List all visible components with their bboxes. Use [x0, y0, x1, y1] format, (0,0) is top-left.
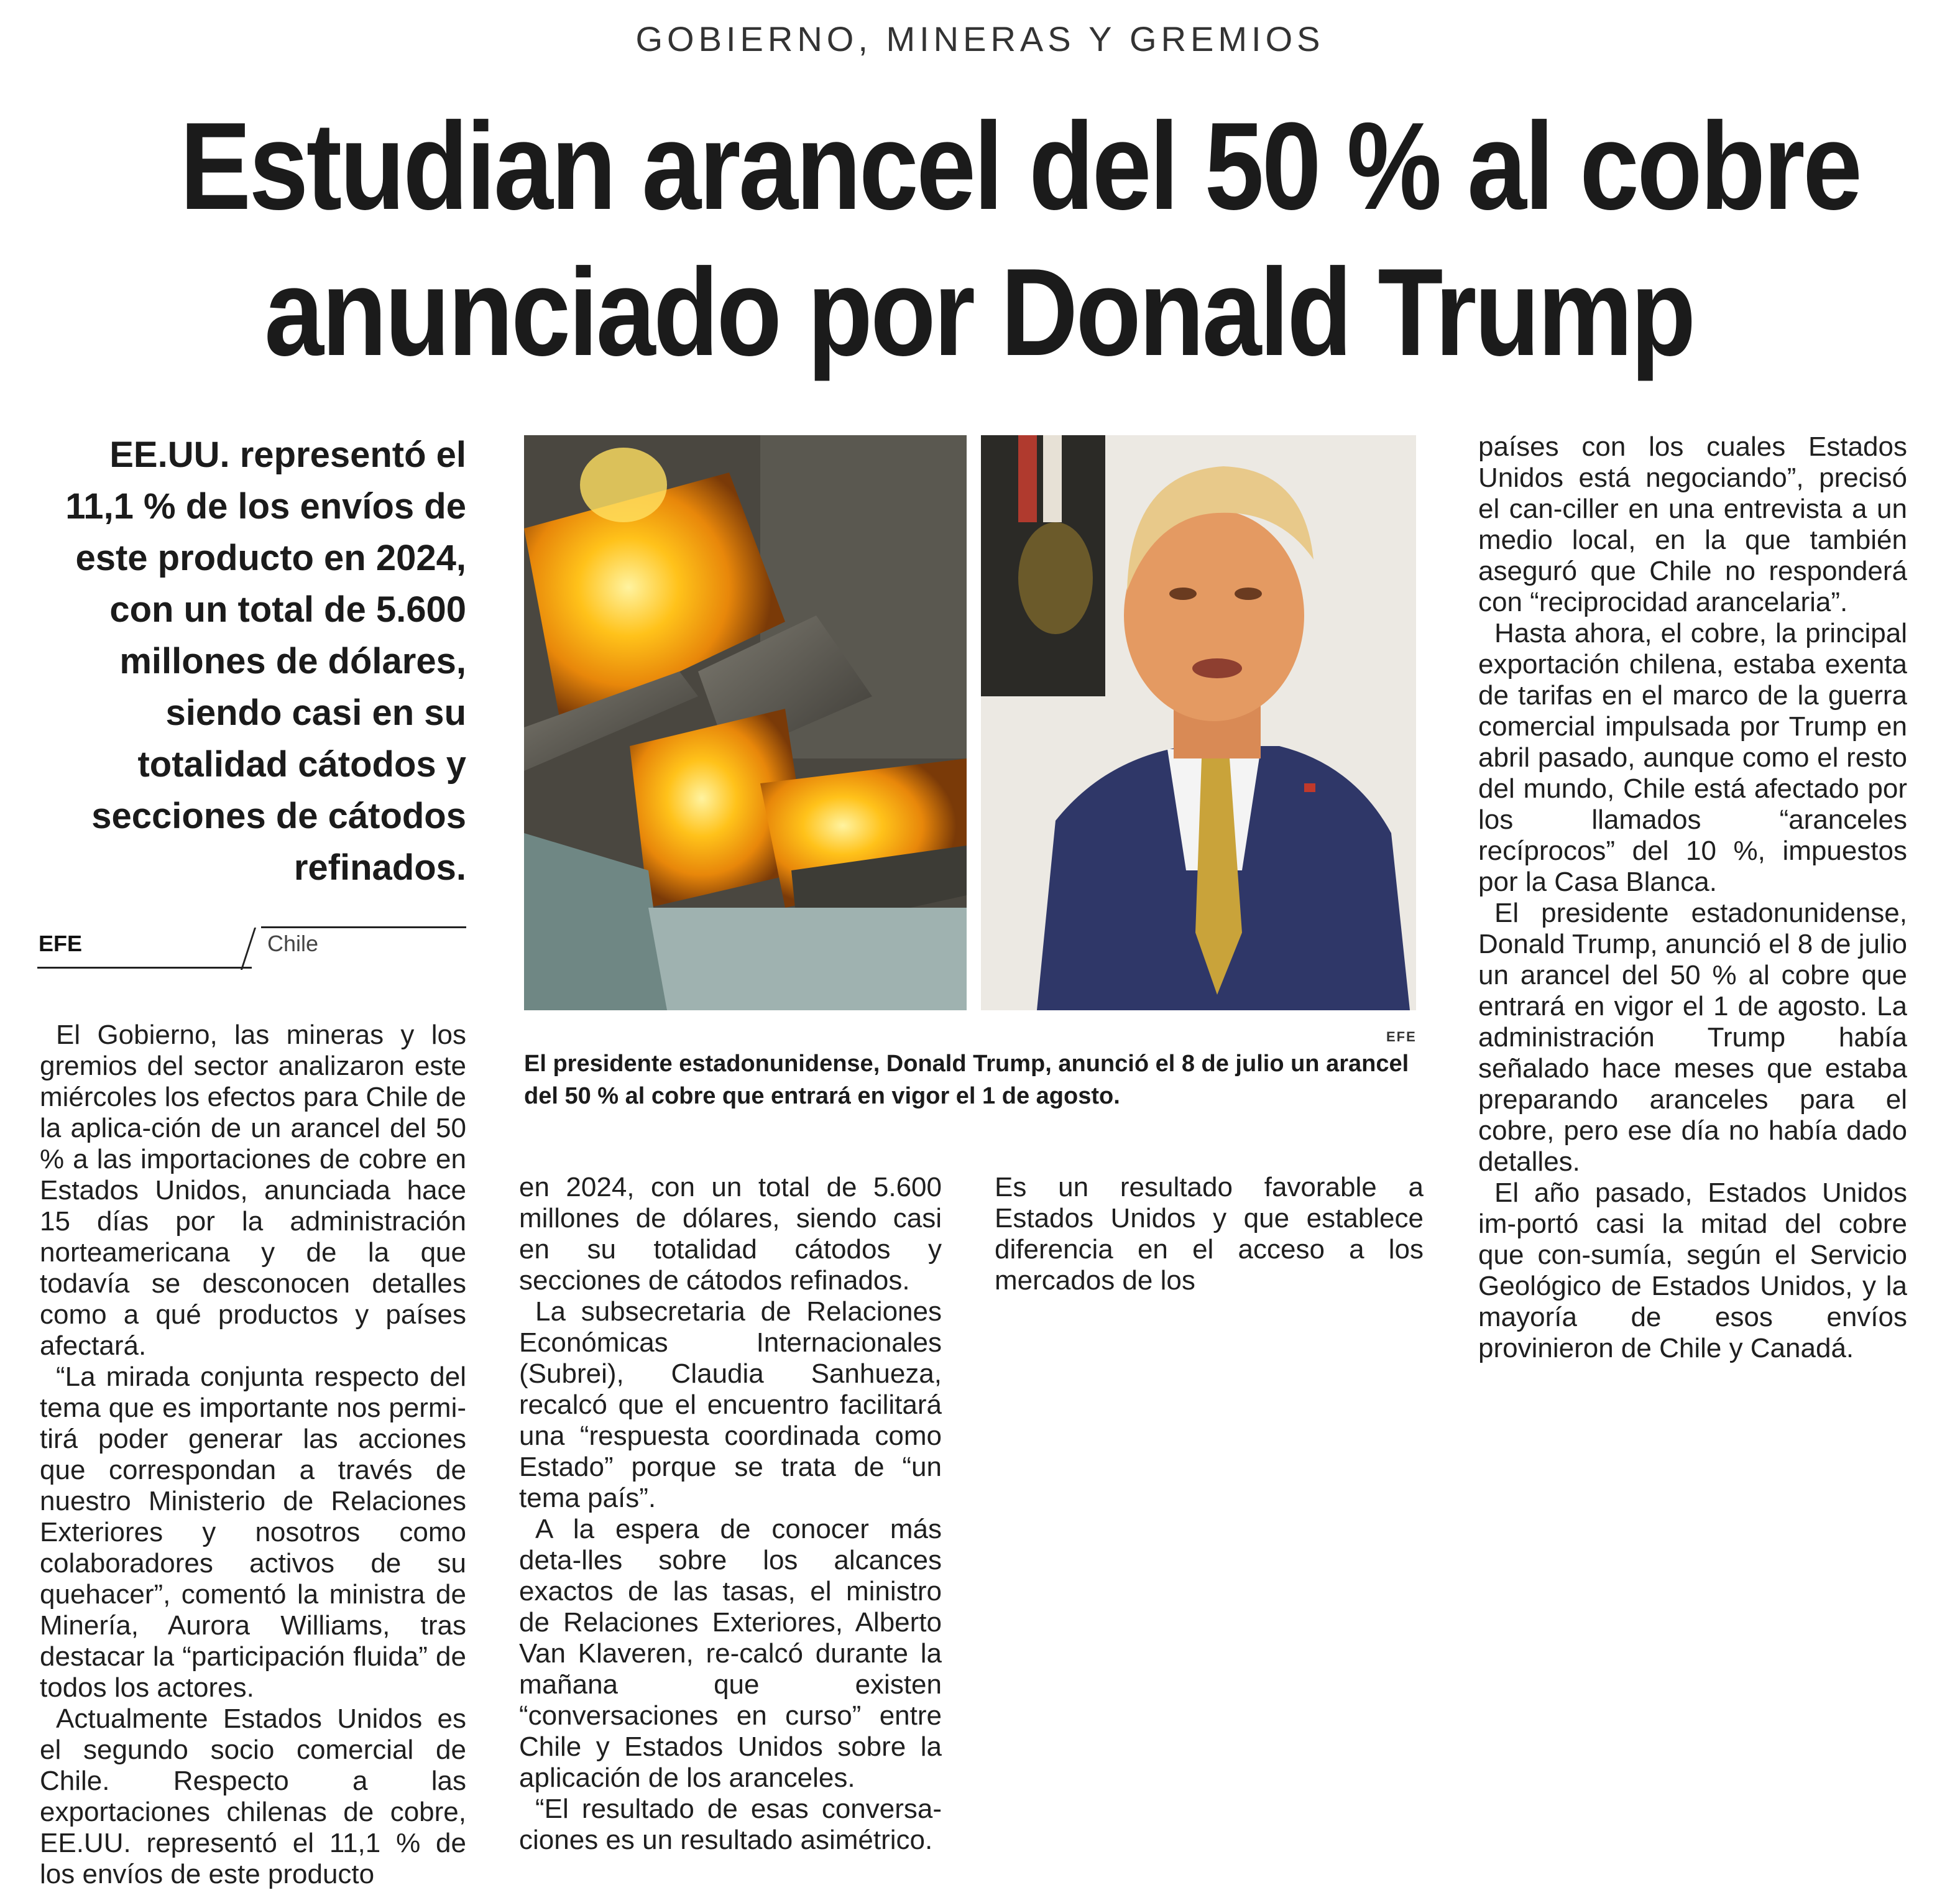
byline-rule-bottom	[37, 967, 252, 969]
photo-caption: El presidente estadonunidense, Donald Trump, anunció el 8 de julio un arancel del 50 % al cobre que entrará en vigor el 1 de agosto.	[524, 1051, 1409, 1109]
lead-paragraph: EE.UU. representó el 11,1 % de los envíos de este producto en 2024, con un total de 5.600 millones de dólares, siendo casi en su totalidad cátodos y secciones de cátodos refinados.	[65, 435, 466, 888]
paragraph: en 2024, con un total de 5.600 millones de dólares, siendo casi en su totalidad cátodos y secciones de cátodos refinados.	[519, 1172, 942, 1296]
paragraph: “El resultado de esas conversa-ciones es un resultado asimétrico.	[519, 1794, 942, 1855]
paragraph: A la espera de conocer más deta-lles sobre los alcances exactos de las tasas, el ministro de Relaciones Exteriores, Alberto Van Klaveren, re-calcó durante la mañana que existen “conversaciones en curso” entre Chile y Estados Unidos sobre la aplicación de los aranceles.	[519, 1514, 942, 1793]
paragraph: Hasta ahora, el cobre, la principal exportación chilena, estaba exenta de tarifas en el marco de la guerra comercial impulsada por Trump en abril pasado, aunque como el resto del mundo, Chile está afectado por los llamados “aranceles recíprocos” del 10 %, impuestos por la Casa Blanca.	[1478, 618, 1907, 897]
paragraph: Actualmente Estados Unidos es el segundo socio comercial de Chile. Respecto a las exportaciones chilenas de cobre, EE.UU. representó el 11,1 % de los envíos de este producto	[40, 1703, 466, 1889]
paragraph: El presidente estadonunidense, Donald Trump, anunció el 8 de julio un arancel del 50 % al cobre que entrará en vigor el 1 de agosto. La administración Trump había señalado hace meses que estaba preparando aranceles para el cobre, pero ese día no había dado detalles.	[1478, 898, 1907, 1177]
copper-smelting-illustration	[524, 435, 967, 1010]
headline	[180, 93, 1861, 385]
portrait-photo	[981, 435, 1416, 1010]
byline-divider	[241, 928, 256, 970]
paragraph: El año pasado, Estados Unidos im-portó casi la mitad del cobre que con-sumía, según el Servicio Geológico de Estados Unidos, y la mayoría de esos envíos provinieron de Chile y Canadá.	[1478, 1178, 1907, 1363]
paragraph: Es un resultado favorable a Estados Unidos y que establece diferencia en el acceso a los mercados de los	[995, 1172, 1424, 1296]
byline-place: Chile	[267, 931, 319, 956]
copper-smelting-photo	[524, 435, 967, 1010]
byline-agency: EFE	[39, 931, 83, 956]
headline-line-1: Estudian arancel del 50 % al cobre	[180, 97, 1861, 236]
paragraph: países con los cuales Estados Unidos está negociando”, precisó el can-ciller en una entrevista a un medio local, en la que también aseguró que Chile no responderá con “reciprocidad arancelaria”.	[1478, 431, 1907, 617]
photo-credit: EFE	[1386, 1029, 1417, 1044]
article-column-3	[995, 1172, 1424, 1296]
byline-rule-top	[261, 926, 466, 928]
section-kicker: GOBIERNO, MINERAS Y GREMIOS	[635, 19, 1325, 58]
headline-line-2: anunciado por Donald Trump	[264, 243, 1694, 382]
paragraph: “La mirada conjunta respecto del tema que es importante nos permi-tirá poder generar las acciones que correspondan a través de nuestro Ministerio de Relaciones Exteriores y nosotros como colaboradores activos de su quehacer”, comentó la ministra de Minería, Aurora Williams, tras destacar la “participación fluida” de todos los actores.	[40, 1362, 466, 1703]
paragraph: La subsecretaria de Relaciones Económicas Internacionales (Subrei), Claudia Sanhueza, recalcó que el encuentro facilitará una “respuesta coordinada como Estado” porque se trata de “un tema país”.	[519, 1296, 942, 1513]
article-column-1	[40, 1020, 466, 1890]
portrait-illustration	[981, 435, 1416, 1010]
article-column-2	[519, 1172, 942, 1856]
paragraph: El Gobierno, las mineras y los gremios del sector analizaron este miércoles los efectos para Chile de la aplica-ción de un arancel del 50 % a las importaciones de cobre en Estados Unidos, anunciada hace 15 días por la administración norteamericana y de la que todavía se desconocen detalles como a qué productos y países afectará.	[40, 1020, 466, 1361]
article-column-4	[1478, 431, 1907, 1364]
